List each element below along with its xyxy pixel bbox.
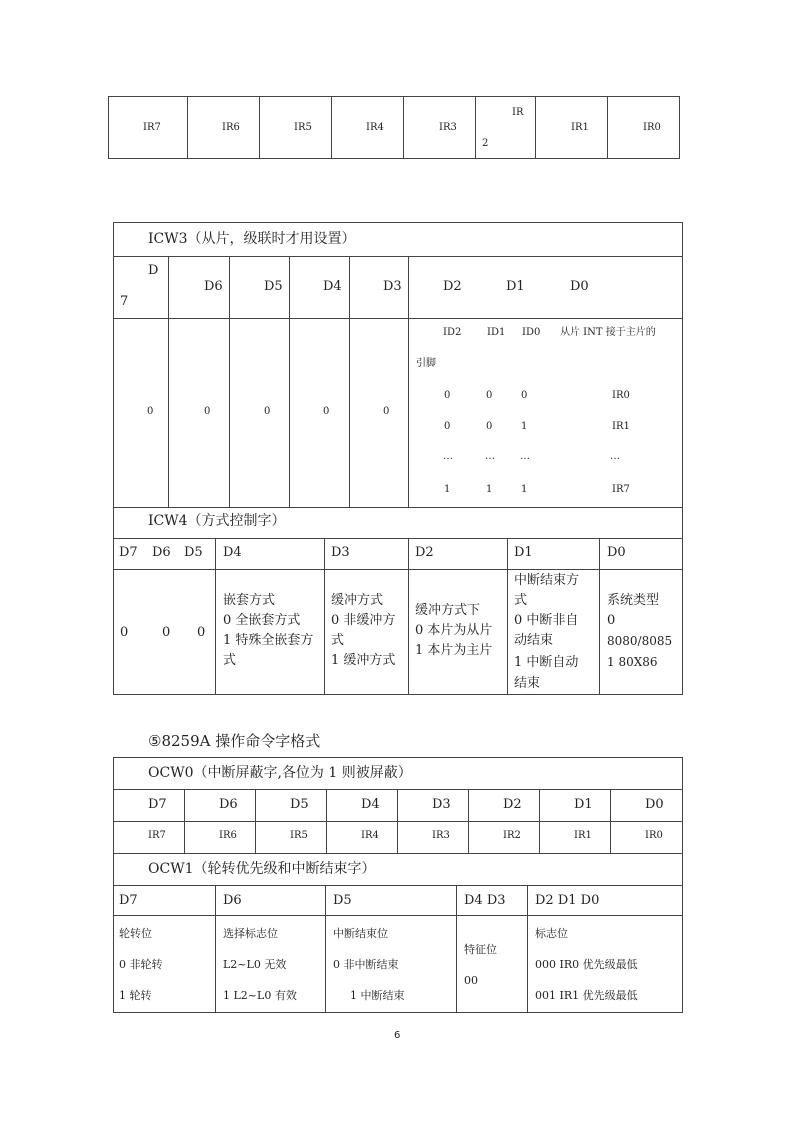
ocw1-d6: L2~L0 无效 [223, 958, 287, 971]
icw3-bit: 0 [204, 406, 211, 417]
ocw0-ir: IR0 [645, 830, 663, 841]
ocw0-ir: IR4 [361, 830, 379, 841]
ir-cell: IR6 [222, 122, 240, 133]
icw3-header: D3 [383, 279, 402, 294]
icw3-title: ICW3（从片，级联时才用设置） [148, 231, 356, 247]
icw3-header: D2 [443, 279, 462, 294]
icw3-header: D6 [204, 279, 223, 294]
ocw1-d6: 1 L2~L0 有效 [223, 989, 297, 1002]
icw3-cell: IR1 [612, 421, 630, 432]
icw4-d4: 0 全嵌套方式 [223, 613, 301, 628]
icw4-bit: 0 [162, 625, 171, 640]
ocw1-header: D6 [223, 893, 242, 908]
icw4-header: D0 [607, 545, 626, 560]
icw3-bit: 0 [264, 406, 271, 417]
icw3-bit: 0 [147, 406, 154, 417]
ir-cell: IR4 [366, 122, 384, 133]
ocw0-header: D3 [432, 797, 451, 812]
icw3-cell: 1 [444, 484, 451, 495]
icw4-d1: 动结束 [514, 633, 554, 648]
icw3-header: D5 [264, 279, 283, 294]
page-number: 6 [394, 1030, 401, 1041]
ocw1-title: OCW1（轮转优先级和中断结束字） [148, 861, 376, 877]
ocw0-ir: IR7 [148, 830, 166, 841]
icw4-d4: 式 [223, 653, 237, 668]
icw3-bit: 0 [383, 406, 390, 417]
ocw1-d210: 001 IR1 优先级最低 [535, 989, 638, 1002]
ocw1-d43: 00 [464, 974, 478, 987]
ir-cell: 2 [482, 138, 489, 149]
icw4-d4: 1 特殊全嵌套方 [223, 633, 314, 648]
icw4-d2: 1 本片为主片 [415, 643, 493, 658]
icw4-d0: 8080/8085 [607, 634, 673, 648]
icw4-bit: 0 [197, 625, 206, 640]
icw4-d3: 式 [331, 633, 345, 648]
ocw1-header: D4 D3 [464, 893, 506, 908]
icw3-note: ID0 [522, 327, 541, 338]
icw3-note: ID1 [487, 327, 506, 338]
ocw0-header: D1 [574, 797, 593, 812]
icw3-note: ID2 [443, 327, 462, 338]
ocw1-header: D2 D1 D0 [535, 893, 600, 908]
icw3-cell: 0 [486, 421, 493, 432]
icw4-title: ICW4（方式控制字） [148, 513, 286, 529]
section-title: ⑤8259A 操作命令字格式 [148, 732, 321, 750]
icw3-cell: IR7 [612, 484, 630, 495]
icw4-d0: 0 [607, 613, 616, 628]
icw3-header: D1 [506, 279, 525, 294]
icw3-header: D4 [323, 279, 342, 294]
icw3-cell: … [520, 451, 530, 462]
icw3-cell: 0 [486, 390, 493, 401]
icw4-d3: 1 缓冲方式 [331, 653, 396, 668]
ocw1-d7: 1 轮转 [119, 989, 152, 1002]
icw4-d0: 1 80X86 [607, 655, 658, 669]
icw4-header: D6 [152, 545, 171, 560]
ocw1-d7: 0 非轮转 [119, 958, 163, 971]
ir-cell: IR7 [143, 122, 161, 133]
ocw0-header: D6 [219, 797, 238, 812]
ir-cell: IR [512, 107, 524, 118]
icw4-d1: 中断结束方 [514, 573, 580, 588]
icw4-d3: 0 非缓冲方 [331, 613, 396, 628]
icw4-d2: 0 本片为从片 [415, 623, 493, 638]
icw4-d4: 嵌套方式 [223, 593, 276, 608]
icw3-header: D0 [570, 279, 589, 294]
icw3-note: 从片 INT 接于主片的 [560, 327, 656, 338]
ocw1-d6: 选择标志位 [223, 927, 278, 940]
ocw0-header: D2 [503, 797, 522, 812]
ocw1-d43: 特征位 [464, 943, 497, 956]
icw3-header-d7: D [148, 263, 159, 278]
icw4-d1: 0 中断非自 [514, 613, 579, 628]
icw3-note: 引脚 [416, 358, 436, 369]
ir-cell: IR3 [439, 122, 457, 133]
ocw0-title: OCW0（中断屏蔽字,各位为 1 则被屏蔽） [148, 765, 412, 781]
ocw1-d7: 轮转位 [119, 927, 152, 940]
ocw0-header: D4 [361, 797, 380, 812]
ocw1-header: D5 [333, 893, 352, 908]
icw3-cell: 0 [444, 390, 451, 401]
icw3-cell: 0 [521, 390, 528, 401]
icw4-header: D2 [415, 545, 434, 560]
ir-cell: IR0 [643, 122, 661, 133]
icw4-d2: 缓冲方式下 [415, 603, 481, 618]
icw4-header: D3 [331, 545, 350, 560]
icw4-d3: 缓冲方式 [331, 593, 384, 608]
icw3-cell: … [485, 451, 495, 462]
ir-table [108, 96, 680, 159]
icw3-cell: … [443, 451, 453, 462]
icw3-cell: 0 [444, 421, 451, 432]
icw4-d0: 系统类型 [607, 593, 660, 608]
icw4-d1: 式 [514, 593, 528, 608]
icw3-cell: … [610, 451, 620, 462]
icw4-header: D5 [184, 545, 203, 560]
icw4-d1: 1 中断自动 [514, 655, 579, 670]
ir-cell: IR5 [294, 122, 312, 133]
icw3-cell: 1 [486, 484, 493, 495]
icw4-header: D4 [223, 545, 242, 560]
ocw1-d5: 1 中断结束 [350, 989, 405, 1002]
icw3-bit: 0 [323, 406, 330, 417]
icw4-bit: 0 [120, 625, 129, 640]
ocw0-header: D5 [290, 797, 309, 812]
ir-cell: IR1 [571, 122, 589, 133]
ocw1-header: D7 [119, 893, 138, 908]
ocw0-header: D7 [148, 797, 167, 812]
icw4-header: D1 [514, 545, 533, 560]
icw3-cell: 1 [521, 421, 528, 432]
icw4-d1: 结束 [514, 676, 541, 691]
icw3-header-d7: 7 [120, 294, 129, 309]
ocw1-d210: 标志位 [535, 927, 568, 940]
ocw1-d5: 中断结束位 [333, 927, 388, 940]
icw4-header: D7 [119, 545, 138, 560]
icw3-cell: IR0 [612, 390, 630, 401]
ocw0-ir: IR2 [503, 830, 521, 841]
icw3-cell: 1 [521, 484, 528, 495]
ocw0-ir: IR1 [574, 830, 592, 841]
ocw1-d5: 0 非中断结束 [333, 958, 399, 971]
ocw1-d210: 000 IR0 优先级最低 [535, 958, 638, 971]
ocw0-ir: IR6 [219, 830, 237, 841]
ocw0-header: D0 [645, 797, 664, 812]
ocw0-ir: IR3 [432, 830, 450, 841]
ocw0-ir: IR5 [290, 830, 308, 841]
